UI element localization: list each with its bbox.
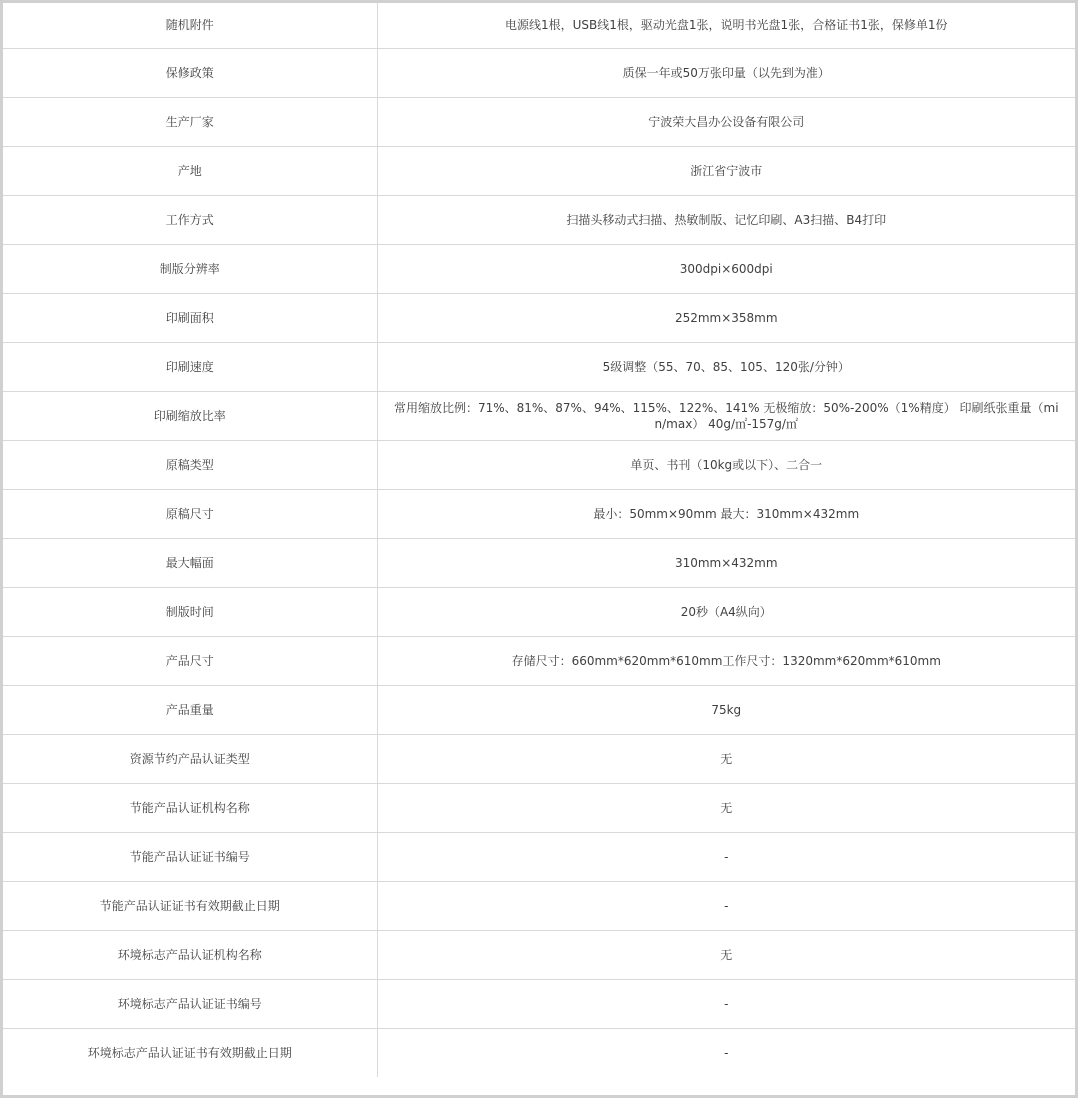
spec-label: 产地: [3, 146, 377, 195]
spec-label: 节能产品认证证书有效期截止日期: [3, 881, 377, 930]
spec-value: 常用缩放比例：71%、81%、87%、94%、115%、122%、141% 无极缩放：50%-200%（1%精度） 印刷纸张重量（min/max） 40g/㎡-157g/㎡: [377, 391, 1075, 440]
spec-label: 产品重量: [3, 685, 377, 734]
table-row: [3, 244, 1075, 293]
spec-value: 5级调整（55、70、85、105、120张/分钟）: [377, 342, 1075, 391]
spec-label: 环境标志产品认证机构名称: [3, 930, 377, 979]
table-row: [3, 979, 1075, 1028]
spec-label: 环境标志产品认证证书有效期截止日期: [3, 1028, 377, 1077]
spec-value: 310mm×432mm: [377, 538, 1075, 587]
spec-label: 印刷缩放比率: [3, 391, 377, 440]
table-row: [3, 3, 1075, 48]
spec-label: 工作方式: [3, 195, 377, 244]
spec-label: 保修政策: [3, 48, 377, 97]
spec-value: 电源线1根，USB线1根，驱动光盘1张，说明书光盘1张，合格证书1张，保修单1份: [377, 3, 1075, 48]
spec-label: 生产厂家: [3, 97, 377, 146]
spec-value: 浙江省宁波市: [377, 146, 1075, 195]
table-row: [3, 881, 1075, 930]
table-row: [3, 48, 1075, 97]
table-row: [3, 1028, 1075, 1077]
spec-label: 制版分辨率: [3, 244, 377, 293]
table-row: [3, 342, 1075, 391]
spec-value: 无: [377, 783, 1075, 832]
spec-value: 75kg: [377, 685, 1075, 734]
spec-label: 原稿类型: [3, 440, 377, 489]
table-row: [3, 391, 1075, 440]
spec-value: 存储尺寸：660mm*620mm*610mm工作尺寸：1320mm*620mm*610mm: [377, 636, 1075, 685]
table-row: [3, 146, 1075, 195]
table-row: [3, 440, 1075, 489]
spec-value: 252mm×358mm: [377, 293, 1075, 342]
spec-value: 宁波荣大昌办公设备有限公司: [377, 97, 1075, 146]
table-row: [3, 734, 1075, 783]
table-row: [3, 832, 1075, 881]
spec-value: 扫描头移动式扫描、热敏制版、记忆印刷、A3扫描、B4打印: [377, 195, 1075, 244]
spec-label: 节能产品认证证书编号: [3, 832, 377, 881]
spec-label: 随机附件: [3, 3, 377, 48]
spec-value: -: [377, 979, 1075, 1028]
spec-label: 原稿尺寸: [3, 489, 377, 538]
spec-label: 资源节约产品认证类型: [3, 734, 377, 783]
spec-value: 无: [377, 930, 1075, 979]
table-row: [3, 97, 1075, 146]
spec-label: 产品尺寸: [3, 636, 377, 685]
spec-label: 最大幅面: [3, 538, 377, 587]
table-row: [3, 538, 1075, 587]
spec-value: 质保一年或50万张印量（以先到为准）: [377, 48, 1075, 97]
table-row: [3, 636, 1075, 685]
spec-label: 印刷速度: [3, 342, 377, 391]
spec-value: 无: [377, 734, 1075, 783]
spec-label: 节能产品认证机构名称: [3, 783, 377, 832]
spec-label: 制版时间: [3, 587, 377, 636]
table-row: [3, 195, 1075, 244]
spec-value: -: [724, 1045, 729, 1060]
spec-value: 20秒（A4纵向）: [377, 587, 1075, 636]
spec-value: 最小：50mm×90mm 最大：310mm×432mm: [377, 489, 1075, 538]
table-row: [3, 587, 1075, 636]
table-row: [3, 783, 1075, 832]
table-row: [3, 685, 1075, 734]
spec-label: 环境标志产品认证证书编号: [3, 979, 377, 1028]
table-row: [3, 489, 1075, 538]
table-row: [3, 293, 1075, 342]
table-row: [3, 930, 1075, 979]
spec-value: -: [377, 832, 1075, 881]
spec-value: -: [377, 881, 1075, 930]
spec-value: 单页、书刊（10kg或以下）、二合一: [377, 440, 1075, 489]
spec-table: [3, 3, 1075, 1077]
spec-label: 印刷面积: [3, 293, 377, 342]
spec-value: 300dpi×600dpi: [377, 244, 1075, 293]
